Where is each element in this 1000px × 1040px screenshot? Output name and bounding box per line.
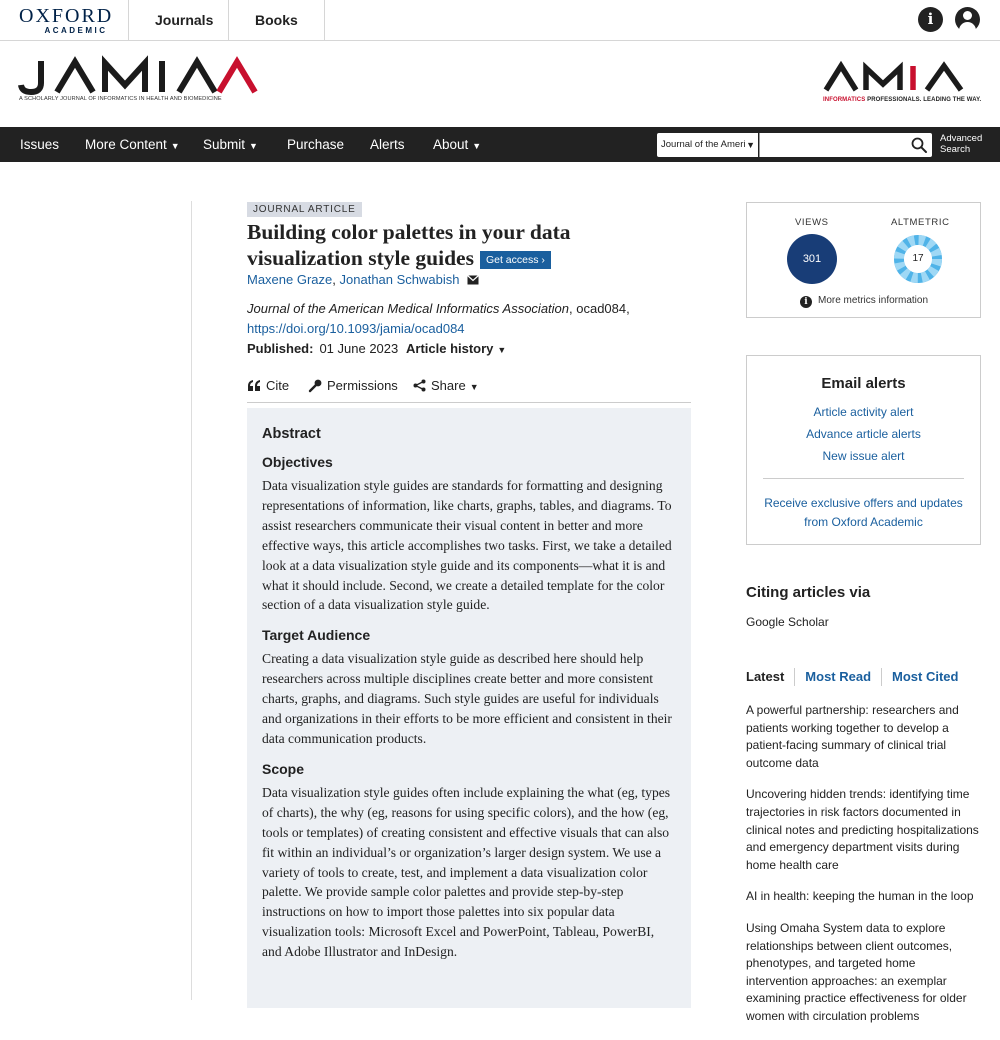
search-scope-value: Journal of the Ameri [661,139,746,150]
article-history-label: Article history [406,341,494,356]
views-label: VIEWS [795,217,829,228]
chevron-down-icon: ▼ [746,140,755,150]
publisher-line2: ACADEMIC [44,26,108,35]
user-icon[interactable] [955,7,980,32]
search-input[interactable] [759,133,932,157]
author-list [247,272,479,287]
list-item[interactable]: A powerful partnership: researchers and patients working together to develop a patient-facing summary of clinical trial outcome data [746,703,959,770]
abstract-section-text: Data visualization style guides are standards for formatting and designing representations of information, like charts, graphs, tables, and diagrams. To assist researchers communicate their visual content in better and more effective ways, this article accomplishes two tasks. First, we take a detailed look at a data visualization style guide and its components—what it is and what it should include. Second, we create a detailed template for the color section of a data visualization style guide. [262,478,672,613]
abstract-section-heading: Objectives [262,454,333,470]
amia-logo[interactable] [823,62,983,103]
share-label: Share [431,378,466,393]
nav-purchase-label: Purchase [287,137,345,152]
permissions-button[interactable] [309,378,398,393]
tab-latest[interactable]: Latest [746,669,785,684]
author-link[interactable]: Maxene Graze [247,272,333,287]
author-separator: , [332,272,336,287]
latest-articles-list [746,702,980,1040]
abstract-section-heading: Scope [262,760,305,777]
views-count[interactable]: 301 [787,234,837,284]
nav-submit-label: Submit [203,137,246,152]
tab-most-read[interactable]: Most Read [794,668,881,686]
abstract-section-heading: Target Audience [262,627,371,644]
published-label: Published: [247,341,314,356]
journal-name: Journal of the American Medical Informatics Association [247,301,570,316]
altmetric-score: 17 [912,253,924,264]
search-scope-select[interactable] [657,133,758,157]
nav-issues-label: Issues [20,137,60,152]
share-button[interactable] [413,378,479,393]
jamia-logo[interactable] [19,57,265,102]
info-icon: i [800,296,812,308]
chevron-down-icon: ▼ [469,382,479,392]
chevron-down-icon: ▼ [472,141,482,151]
published-date-value: 01 June 2023 [319,341,399,356]
chevron-down-icon: ▼ [497,345,507,355]
advanced-search-line2: Search [940,144,971,155]
chevron-down-icon: ▼ [249,141,258,151]
latest-tabs [746,668,968,688]
envelope-icon[interactable] [467,275,479,285]
amia-tagline-rest: PROFESSIONALS. LEADING THE WAY. [865,97,982,103]
nav-more-content[interactable] [85,127,180,162]
list-item[interactable]: Uncovering hidden trends: identifying time trajectories in risk factors documented in clinical notes and predicting hospitalizations and emergency department visits during home health care [746,787,979,872]
article-title [247,219,647,271]
nav-issues[interactable] [20,127,59,162]
share-icon [413,379,426,392]
oxford-academic-logo[interactable] [19,5,114,35]
nav-purchase[interactable] [287,127,344,162]
abstract-heading: Abstract [262,426,321,442]
cite-button[interactable] [247,378,289,393]
google-scholar-link[interactable]: Google Scholar [746,615,829,629]
get-access-button[interactable] [480,251,551,269]
article-type-badge: JOURNAL ARTICLE [247,202,362,217]
advanced-search-link[interactable] [940,133,982,155]
chevron-right-icon: › [541,254,545,266]
exclusive-offers-link[interactable]: Receive exclusive offers and updates from Oxford Academic [764,496,963,529]
nav-about[interactable] [433,127,481,162]
info-icon[interactable]: i [918,7,943,32]
email-alerts-box [746,355,981,545]
abstract-section-text: Data visualization style guides often include explaining the what (eg, types of charts), the why (eg, reasons for using specific colors), and the how (eg, tools or templates) of creating consistent and effective visuals that can also fit within an individual’s or organization’s larger design system. We use a variety of tools to create, test, and implement a data visualization color palette. We provide sample color palettes and provide step-by-step instructions on how to import those palettes into six popular data visualization tools: Microsoft Excel and PowerPoint, Tableau, PowerBI, and Adobe Illustrator and InDesign. [262,784,671,960]
journal-citation [247,301,630,316]
more-metrics-label: More metrics information [818,295,929,306]
author-link[interactable]: Jonathan Schwabish [339,272,460,287]
abstract-section-text: Creating a data visualization style guide as described here should help researchers across multiple disciplines create better and more consistent charts, graphs, and diagrams. Such style guides are useful for individuals and organizations in their efforts to be more efficient and consistent in their data communication products. [262,651,672,746]
article-tools [247,371,691,403]
get-access-label: Get access [485,254,539,266]
permissions-label: Permissions [327,378,398,393]
key-icon [309,379,322,392]
list-item[interactable]: Using Omaha System data to explore relationships between client outcomes, phenotypes, and targeted home intervention approaches: an exemplar examining practice effectiveness for older women with circulation problems [746,920,967,1023]
article-history-dropdown[interactable] [406,341,506,356]
left-column-divider [191,201,192,1000]
advanced-search-line1: Advanced [940,133,983,144]
chevron-down-icon: ▼ [170,141,180,151]
amia-tagline [823,97,983,103]
list-item[interactable]: AI in health: keeping the human in the loop [746,889,974,904]
books-link[interactable]: Books [228,0,325,40]
jamia-wordmark-icon [19,57,263,95]
email-alerts-heading: Email alerts [821,375,906,392]
article-id: , ocad084, [569,301,630,316]
nav-alerts[interactable] [370,127,405,162]
metrics-box [746,202,981,318]
nav-more-content-label: More Content [85,137,167,152]
amia-wordmark-icon [823,62,981,92]
article-activity-alert-link[interactable]: Article activity alert [813,405,914,419]
article-title-line2: visualization style guides [247,246,474,270]
nav-about-label: About [433,137,469,152]
cite-label: Cite [266,378,290,393]
more-metrics-link[interactable] [800,295,928,308]
new-issue-alert-link[interactable]: New issue alert [822,449,905,463]
journals-link[interactable]: Journals [128,0,239,40]
altmetric-label: ALTMETRIC [891,217,950,228]
advance-article-alerts-link[interactable]: Advance article alerts [806,427,921,441]
top-bar [0,0,1000,41]
search-icon[interactable] [911,137,927,153]
tab-most-cited[interactable]: Most Cited [881,668,968,686]
doi-link[interactable]: https://doi.org/10.1093/jamia/ocad084 [247,321,465,336]
abstract-panel [247,408,691,1008]
divider [763,478,964,479]
nav-submit[interactable] [203,127,258,162]
published-date [247,341,398,356]
amia-tagline-red: INFORMATICS [823,97,866,103]
nav-alerts-label: Alerts [370,137,405,152]
article-title-line1: Building color palettes in your data [247,220,571,244]
citing-articles-heading: Citing articles via [746,584,871,601]
quote-icon [247,380,261,392]
publisher-line1: OXFORD [19,5,114,27]
journal-subtitle: A SCHOLARLY JOURNAL OF INFORMATICS IN HEALTH AND BIOMEDICINE [19,96,222,102]
